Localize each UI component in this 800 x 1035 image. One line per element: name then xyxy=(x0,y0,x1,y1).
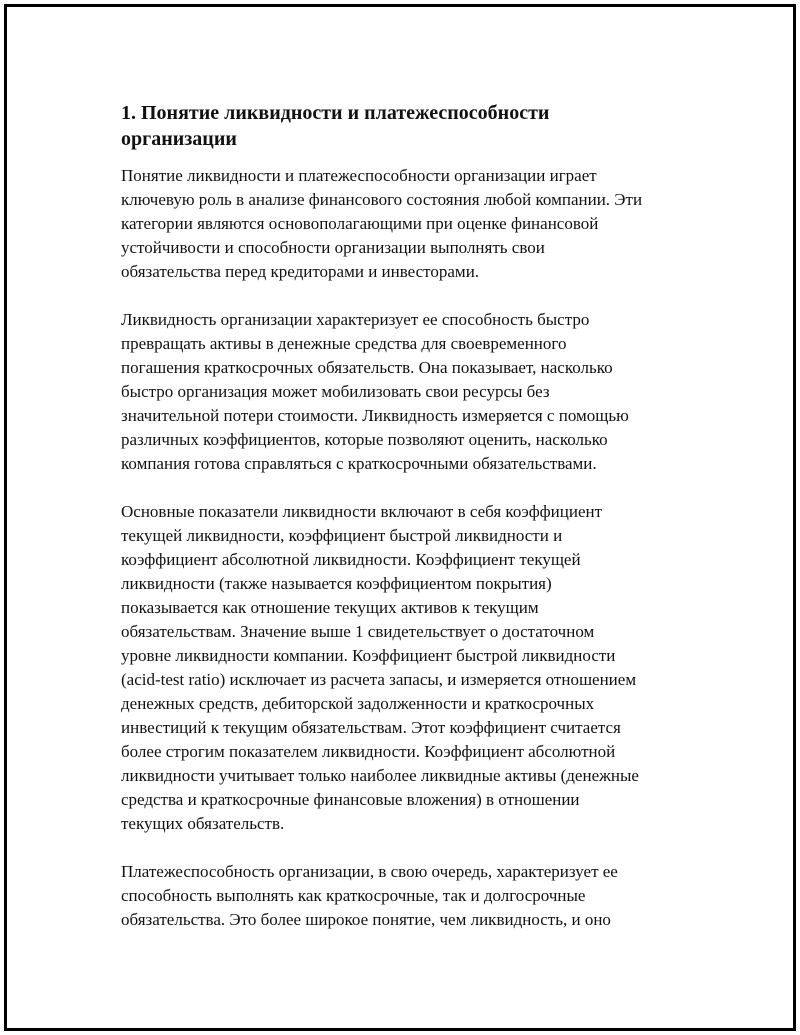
text-line: более строгим показателем ликвидности. Коэффициент абсолютной xyxy=(121,742,616,761)
text-line: различных коэффициентов, которые позволяют оценить, насколько xyxy=(121,430,608,449)
document-page xyxy=(4,4,796,1031)
paragraph-liquidity xyxy=(121,308,701,476)
section-heading xyxy=(121,100,701,152)
text-line: уровне ликвидности компании. Коэффициент быстрой ликвидности xyxy=(121,646,616,665)
text-line: обязательствам. Значение выше 1 свидетельствует о достаточном xyxy=(121,622,595,641)
text-line: текущих обязательств. xyxy=(121,814,285,833)
text-line: ликвидности учитывает только наиболее ликвидные активы (денежные xyxy=(121,766,639,785)
document-content xyxy=(121,100,701,956)
paragraph-intro xyxy=(121,164,701,284)
text-line: быстро организация может мобилизовать свои ресурсы без xyxy=(121,382,550,401)
text-line: Понятие ликвидности и платежеспособности организации играет xyxy=(121,166,597,185)
text-line: Платежеспособность организации, в свою очередь, характеризует ее xyxy=(121,862,618,881)
text-line: устойчивости и способности организации выполнять свои xyxy=(121,238,545,257)
text-line: обязательства. Это более широкое понятие, чем ликвидность, и оно xyxy=(121,910,611,929)
text-line: способность выполнять как краткосрочные, так и долгосрочные xyxy=(121,886,586,905)
text-line: значительной потери стоимости. Ликвидность измеряется с помощью xyxy=(121,406,629,425)
text-line: средства и краткосрочные финансовые вложения) в отношении xyxy=(121,790,580,809)
text-line: категории являются основополагающими при оценке финансовой xyxy=(121,214,599,233)
text-line: инвестиций к текущим обязательствам. Этот коэффициент считается xyxy=(121,718,621,737)
heading-line: организации xyxy=(121,128,237,150)
heading-line: 1. Понятие ликвидности и платежеспособности xyxy=(121,102,550,124)
text-line: превращать активы в денежные средства для своевременного xyxy=(121,334,567,353)
text-line: ликвидности (также называется коэффициентом покрытия) xyxy=(121,574,552,593)
text-line: показывается как отношение текущих активов к текущим xyxy=(121,598,539,617)
text-line: (acid-test ratio) исключает из расчета запасы, и измеряется отношением xyxy=(121,670,637,689)
text-line: Ликвидность организации характеризует ее способность быстро xyxy=(121,310,590,329)
text-line: денежных средств, дебиторской задолженности и краткосрочных xyxy=(121,694,595,713)
text-line: текущей ликвидности, коэффициент быстрой ликвидности и xyxy=(121,526,563,545)
text-line: Основные показатели ликвидности включают в себя коэффициент xyxy=(121,502,603,521)
text-line: ключевую роль в анализе финансового состояния любой компании. Эти xyxy=(121,190,643,209)
text-line: компания готова справляться с краткосрочными обязательствами. xyxy=(121,454,597,473)
paragraph-solvency xyxy=(121,860,701,932)
paragraph-indicators xyxy=(121,500,701,836)
text-line: коэффициент абсолютной ликвидности. Коэффициент текущей xyxy=(121,550,581,569)
text-line: погашения краткосрочных обязательств. Она показывает, насколько xyxy=(121,358,613,377)
text-line: обязательства перед кредиторами и инвесторами. xyxy=(121,262,480,281)
